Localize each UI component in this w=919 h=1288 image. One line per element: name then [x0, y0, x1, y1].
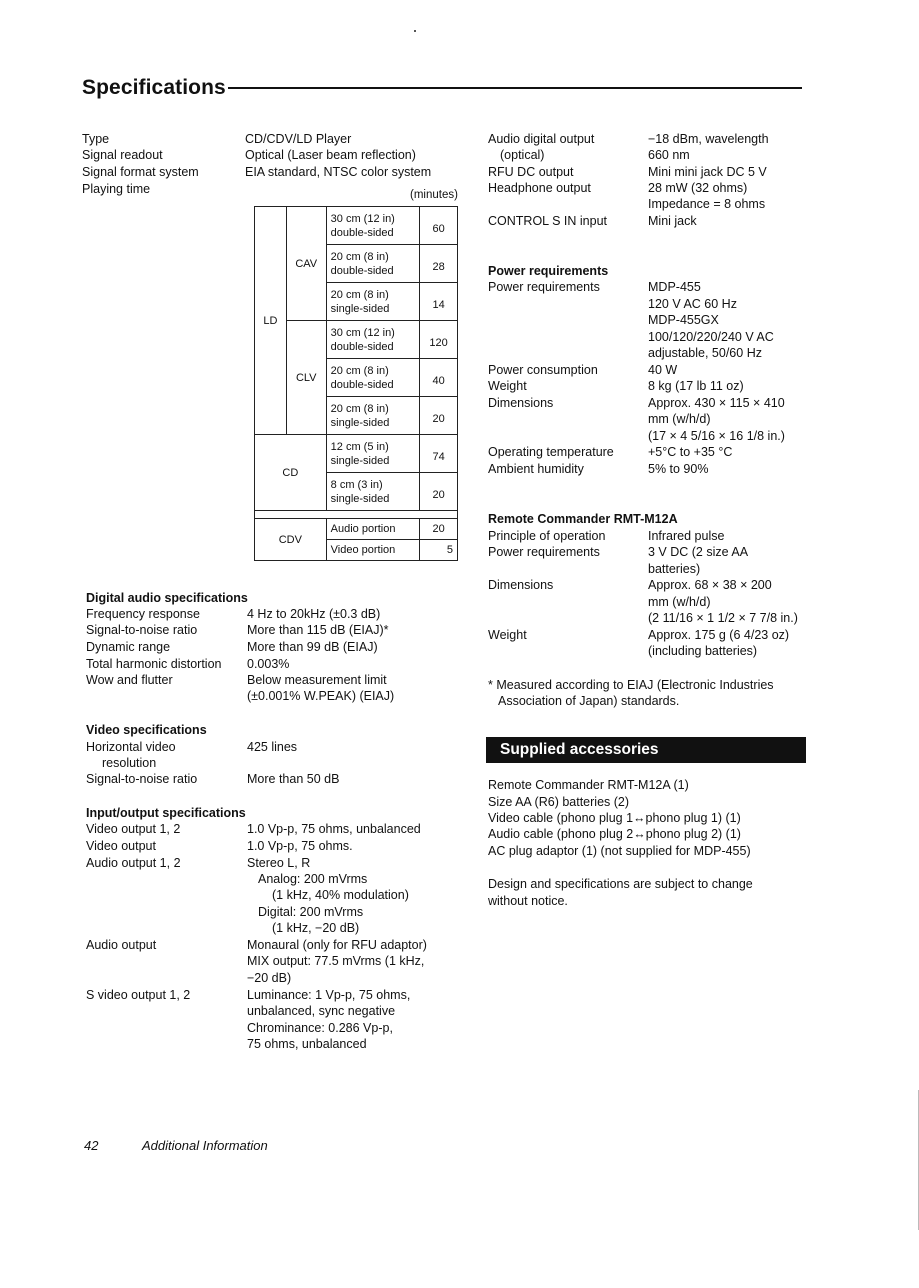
spec-value: −20 dB) [247, 971, 292, 985]
spec-value: Digital: 200 mVrms [258, 905, 364, 919]
spec-label: Weight [488, 379, 527, 393]
spec-value: More than 115 dB (EIAJ)* [247, 623, 389, 637]
spec-value: Approx. 175 g (6 4/23 oz) [648, 628, 790, 642]
spec-value: 1.0 Vp-p, 75 ohms, unbalanced [247, 822, 421, 836]
spec-label: Headphone output [488, 181, 591, 195]
accessory-item: Remote Commander RMT-M12A (1) [488, 778, 689, 792]
spec-value: Stereo L, R [247, 856, 311, 870]
spec-value: 4 Hz to 20kHz (±0.3 dB) [247, 607, 381, 621]
table-row-minutes: 14 [420, 283, 458, 321]
footnote-line-1: * Measured according to EIAJ (Electronic Industries [488, 678, 774, 692]
table-row-minutes: 5 [420, 540, 458, 561]
spec-value: Mini jack [648, 214, 697, 228]
power-heading: Power requirements [488, 264, 609, 278]
signal-format-value: EIA standard, NTSC color system [245, 165, 432, 179]
spec-label: Video output 1, 2 [86, 822, 181, 836]
spec-label: RFU DC output [488, 165, 574, 179]
spec-label: CONTROL S IN input [488, 214, 608, 228]
table-row-minutes: 20 [420, 397, 458, 435]
spec-value: 100/120/220/240 V AC [648, 330, 774, 344]
table-row-size: Video portion [326, 540, 420, 561]
table-row-minutes: 20 [420, 473, 458, 511]
spec-label: Audio digital output [488, 132, 595, 146]
spec-value: MDP-455GX [648, 313, 719, 327]
spec-label: Dimensions [488, 396, 554, 410]
spec-label: Power requirements [488, 545, 600, 559]
spec-value: (1 kHz, −20 dB) [272, 921, 360, 935]
spec-value: (17 × 4 5/16 × 16 1/8 in.) [648, 429, 785, 443]
spec-label: S video output 1, 2 [86, 988, 191, 1002]
spec-value: 28 mW (32 ohms) [648, 181, 748, 195]
table-row-size: 12 cm (5 in) single-sided [326, 435, 420, 473]
spec-value: adjustable, 50/60 Hz [648, 346, 762, 360]
spec-value: 1.0 Vp-p, 75 ohms. [247, 839, 353, 853]
accessory-item: Video cable (phono plug 1↔phono plug 1) (1) [488, 811, 741, 825]
spec-value: More than 99 dB (EIAJ) [247, 640, 378, 654]
spec-value: Luminance: 1 Vp-p, 75 ohms, [247, 988, 411, 1002]
spec-label: Dynamic range [86, 640, 171, 654]
minutes-unit: (minutes) [410, 189, 458, 201]
spec-value: 0.003% [247, 657, 290, 671]
spec-value: Mini mini jack DC 5 V [648, 165, 767, 179]
spec-label: Signal-to-noise ratio [86, 623, 198, 637]
spec-value: 40 W [648, 363, 678, 377]
spec-value: MDP-455 [648, 280, 701, 294]
table-row-minutes: 40 [420, 359, 458, 397]
spec-value: (including batteries) [648, 644, 758, 658]
spec-value: Monaural (only for RFU adaptor) [247, 938, 427, 952]
spec-value: Infrared pulse [648, 529, 725, 543]
change-notice-line-1: Design and specifications are subject to change [488, 877, 753, 891]
accessory-item: Audio cable (phono plug 2↔phono plug 2) (1) [488, 827, 741, 841]
spec-value: +5°C to +35 °C [648, 445, 733, 459]
spec-label: Audio output [86, 938, 157, 952]
spec-value: mm (w/h/d) [648, 595, 711, 609]
type-value: CD/CDV/LD Player [245, 132, 352, 146]
table-row-minutes: 120 [420, 321, 458, 359]
table-row-size: 20 cm (8 in) single-sided [326, 283, 420, 321]
spec-value: Approx. 68 × 38 × 200 [648, 578, 772, 592]
cdv-cell: CDV [255, 519, 327, 561]
spec-label: Operating temperature [488, 445, 614, 459]
io-heading: Input/output specifications [86, 806, 246, 820]
table-row-size: 30 cm (12 in) double-sided [326, 321, 420, 359]
spec-value: 5% to 90% [648, 462, 709, 476]
section-name: Additional Information [142, 1138, 268, 1153]
spec-label: Horizontal video [86, 740, 176, 754]
cav-cell: CAV [286, 207, 326, 321]
spec-value: Approx. 430 × 115 × 410 [648, 396, 785, 410]
spec-value: 8 kg (17 lb 11 oz) [648, 379, 744, 393]
spec-value: −18 dBm, wavelength [648, 132, 769, 146]
spec-label: Ambient humidity [488, 462, 584, 476]
digital-audio-heading: Digital audio specifications [86, 591, 248, 605]
spec-label: Total harmonic distortion [86, 657, 222, 671]
spec-label: resolution [102, 756, 157, 770]
spec-value: More than 50 dB [247, 772, 340, 786]
spec-label: Audio output 1, 2 [86, 856, 181, 870]
table-row-minutes: 74 [420, 435, 458, 473]
remote-heading: Remote Commander RMT-M12A [488, 512, 678, 526]
ld-cell: LD [255, 207, 287, 435]
spec-value: 425 lines [247, 740, 298, 754]
scan-speck [414, 30, 416, 32]
table-row-minutes: 28 [420, 245, 458, 283]
spec-value: mm (w/h/d) [648, 412, 711, 426]
spec-value: Below measurement limit [247, 673, 387, 687]
video-heading: Video specifications [86, 723, 207, 737]
table-row-size: 8 cm (3 in) single-sided [326, 473, 420, 511]
spec-value: 660 nm [648, 148, 690, 162]
table-row-size: 20 cm (8 in) single-sided [326, 397, 420, 435]
accessories-heading: Supplied accessories [486, 737, 806, 763]
clv-cell: CLV [286, 321, 326, 435]
spec-label: Weight [488, 628, 527, 642]
spec-value: MIX output: 77.5 mVrms (1 kHz, [247, 954, 425, 968]
spec-value: Analog: 200 mVrms [258, 872, 368, 886]
spec-value: (2 11/16 × 1 1/2 × 7 7/8 in.) [648, 611, 798, 625]
accessory-item: AC plug adaptor (1) (not supplied for MDP-455) [488, 844, 751, 858]
table-row-size: 30 cm (12 in) double-sided [326, 207, 420, 245]
type-label: Type [82, 132, 110, 146]
spec-value: unbalanced, sync negative [247, 1004, 396, 1018]
spec-label: Power requirements [488, 280, 600, 294]
table-row-minutes: 60 [420, 207, 458, 245]
signal-readout-value: Optical (Laser beam reflection) [245, 148, 416, 162]
signal-readout-label: Signal readout [82, 148, 163, 162]
cd-cell: CD [255, 435, 327, 511]
table-row-size: 20 cm (8 in) double-sided [326, 359, 420, 397]
spec-label: Wow and flutter [86, 673, 173, 687]
footnote-line-2: Association of Japan) standards. [498, 694, 680, 708]
change-notice-line-2: without notice. [488, 894, 568, 908]
spec-label: Power consumption [488, 363, 598, 377]
spec-value: (±0.001% W.PEAK) (EIAJ) [247, 689, 395, 703]
spec-label: (optical) [500, 148, 545, 162]
spec-label: Signal-to-noise ratio [86, 772, 198, 786]
page-number: 42 [84, 1138, 99, 1153]
spec-label: Frequency response [86, 607, 200, 621]
spec-value: Chrominance: 0.286 Vp-p, [247, 1021, 393, 1035]
spec-value: 3 V DC (2 size AA [648, 545, 749, 559]
spec-label: Dimensions [488, 578, 554, 592]
signal-format-label: Signal format system [82, 165, 199, 179]
page-title: Specifications [82, 76, 226, 99]
table-row-minutes: 20 [420, 519, 458, 540]
playing-time-label: Playing time [82, 182, 151, 196]
spec-value: Impedance = 8 ohms [648, 197, 766, 211]
table-row-size: Audio portion [326, 519, 420, 540]
spec-value: 120 V AC 60 Hz [648, 297, 737, 311]
spec-label: Video output [86, 839, 156, 853]
spec-value: (1 kHz, 40% modulation) [272, 888, 409, 902]
spec-value: batteries) [648, 562, 701, 576]
table-row-size: 20 cm (8 in) double-sided [326, 245, 420, 283]
spec-label: Principle of operation [488, 529, 606, 543]
accessory-item: Size AA (R6) batteries (2) [488, 795, 630, 809]
title-rule [228, 87, 802, 89]
playing-time-table [254, 206, 458, 561]
spec-value: 75 ohms, unbalanced [247, 1037, 367, 1051]
